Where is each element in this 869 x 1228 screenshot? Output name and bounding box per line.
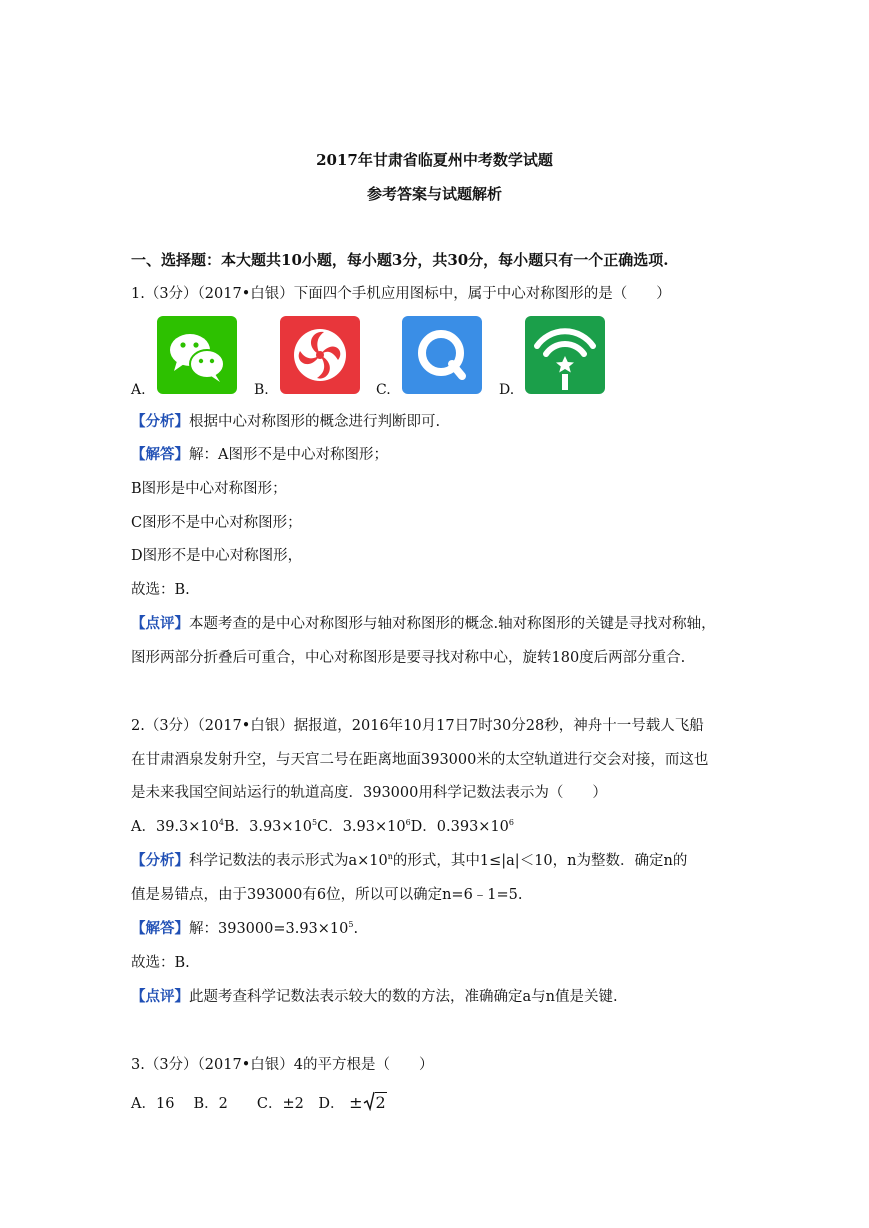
analysis-tag: 【分析】 — [131, 413, 189, 430]
q2-option-a: A．$39.3\times 10^4$ — [131, 818, 224, 835]
q2-stem-line-3: 是未来我国空间站运行的轨道高度．393000用科学记数法表示为（ ） — [131, 785, 607, 801]
answer-tag: 【解答】 — [131, 920, 189, 937]
document-title: 2017年甘肃省临夏州中考数学试题 — [316, 151, 553, 169]
q2-option-c: C．$3.93\times 10^6$ — [317, 818, 411, 835]
q1-option-b-label: B. — [254, 382, 269, 398]
q3-options: A．16 B．2 C．±2 D． ± 2 — [131, 1091, 387, 1116]
q2-stem-line-2: 在甘肃酒泉发射升空，与天宫二号在距离地面393000米的太空轨道进行交会对接，而这也 — [131, 752, 709, 768]
q1-answer-text: 解：A图形不是中心对称图形； — [189, 447, 388, 463]
analysis-tag: 【分析】 — [131, 852, 189, 869]
answer-tag: 【解答】 — [131, 446, 189, 463]
q2-option-d: D．$0.393\times 10^6$ — [410, 818, 515, 835]
q2-answer-line-1: 【解答】解：$393000=3.93\times 10^5$. — [131, 920, 359, 937]
q1-option-d-label: D. — [499, 382, 515, 398]
comment-tag: 【点评】 — [131, 988, 189, 1005]
q3-stem: 3.（3分）（2017•白银）4的平方根是（ ） — [131, 1057, 434, 1073]
q2-stem-line-1: 2.（3分）（2017•白银）据报道，2016年10月17日7时30分28秒，神舟十一号载人飞船 — [131, 718, 704, 734]
q1-option-a-label: A. — [131, 382, 146, 398]
wechat-icon — [157, 316, 237, 394]
q2-option-b: B．$3.93\times 10^5$ — [223, 818, 318, 835]
q1-answer-line-1 — [131, 445, 388, 465]
q2-options — [131, 817, 514, 837]
q1-answer-line-2: B图形是中心对称图形； — [131, 481, 287, 497]
section-heading: 一、选择题：本大题共10小题，每小题3分，共30分，每小题只有一个正确选项. — [131, 251, 669, 269]
q1-stem: 1.（3分）（2017•白银）下面四个手机应用图标中，属于中心对称图形的是（ ） — [131, 286, 671, 302]
wifi-star-icon — [525, 316, 605, 394]
spiral-icon — [280, 316, 360, 394]
q1-comment-line-2: 图形两部分折叠后可重合，中心对称图形是要寻找对称中心，旋转180度后两部分重合. — [131, 650, 686, 666]
q1-analysis — [131, 412, 440, 432]
document-subtitle: 参考答案与试题解析 — [366, 185, 502, 203]
q1-answer-line-4: D图形不是中心对称图形， — [131, 548, 303, 564]
q1-option-c-label: C. — [376, 382, 391, 398]
q3-option-d-value: ± 2 — [349, 1093, 387, 1112]
q1-answer-line-3: C图形不是中心对称图形； — [131, 515, 302, 531]
q1-comment-text: 本题考查的是中心对称图形与轴对称图形的概念.轴对称图形的关键是寻找对称轴， — [189, 616, 716, 632]
q1-answer-choice: 故选：B. — [131, 582, 190, 598]
q2-analysis-line-2: 值是易错点，由于393000有6位，所以可以确定n=6﹣1=5. — [131, 887, 523, 903]
q2-comment: 【点评】此题考查科学记数法表示较大的数的方法，准确确定a与n值是关键. — [131, 988, 618, 1005]
q2-answer-choice: 故选：B. — [131, 955, 190, 971]
sqrt-symbol-icon — [363, 1091, 375, 1116]
q1-analysis-text: 根据中心对称图形的概念进行判断即可. — [189, 414, 441, 430]
search-q-icon — [402, 316, 482, 394]
q1-comment-line-1 — [131, 614, 716, 634]
q2-analysis-line-1: 【分析】科学记数法的表示形式为$a\times 10^n$的形式，其中1≤|a|＜10，n为整数．确定n的 — [131, 852, 688, 869]
comment-tag: 【点评】 — [131, 615, 189, 632]
